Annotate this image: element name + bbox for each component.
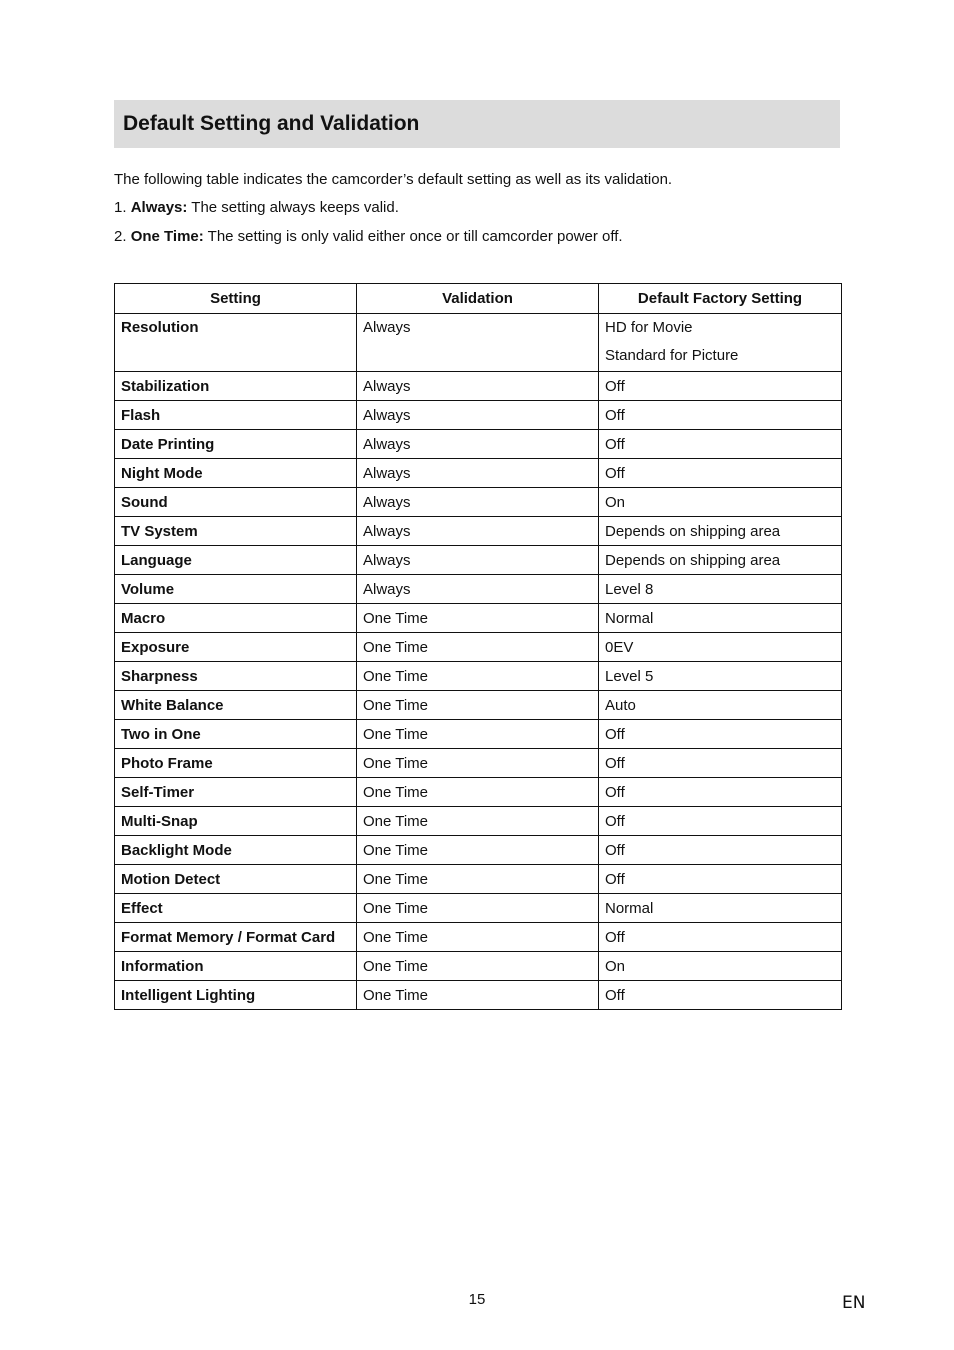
table-row <box>115 488 842 517</box>
setting-cell: Flash <box>115 401 357 430</box>
validation-cell: One Time <box>357 604 599 633</box>
default-cell: Off <box>599 981 842 1010</box>
setting-cell: Effect <box>115 894 357 923</box>
table-row <box>115 517 842 546</box>
validation-cell: One Time <box>357 836 599 865</box>
table-row <box>115 865 842 894</box>
item-description: The setting is only valid either once or till camcorder power off. <box>207 228 623 245</box>
default-cell: Level 5 <box>599 662 842 691</box>
section-title-bar <box>114 100 840 148</box>
item-number: 2. <box>114 228 127 245</box>
setting-cell: TV System <box>115 517 357 546</box>
page-number: 15 <box>468 1291 486 1308</box>
table-row <box>115 807 842 836</box>
table-row <box>115 401 842 430</box>
column-header-default: Default Factory Setting <box>599 284 842 314</box>
default-cell: Off <box>599 459 842 488</box>
setting-cell: Sound <box>115 488 357 517</box>
setting-cell: Date Printing <box>115 430 357 459</box>
page-title: Default Setting and Validation <box>123 112 420 135</box>
table-row <box>115 894 842 923</box>
table-row <box>115 372 842 401</box>
setting-cell: Motion Detect <box>115 865 357 894</box>
settings-table <box>114 283 842 1010</box>
validation-cell: One Time <box>357 662 599 691</box>
setting-cell: Sharpness <box>115 662 357 691</box>
column-header-validation: Validation <box>357 284 599 314</box>
setting-cell: White Balance <box>115 691 357 720</box>
validation-cell: Always <box>357 459 599 488</box>
default-cell: Off <box>599 430 842 459</box>
table-row <box>115 575 842 604</box>
default-cell: Normal <box>599 604 842 633</box>
validation-cell: Always <box>357 517 599 546</box>
table-row <box>115 633 842 662</box>
setting-cell: Backlight Mode <box>115 836 357 865</box>
table-row <box>115 749 842 778</box>
validation-cell: Always <box>357 372 599 401</box>
validation-cell: One Time <box>357 894 599 923</box>
validation-cell: Always <box>357 575 599 604</box>
setting-cell: Resolution <box>115 314 357 372</box>
default-cell: Off <box>599 807 842 836</box>
item-description: The setting always keeps valid. <box>191 199 399 216</box>
default-cell: Depends on shipping area <box>599 546 842 575</box>
intro-item-one-time <box>114 228 623 246</box>
validation-cell: One Time <box>357 952 599 981</box>
setting-cell: Photo Frame <box>115 749 357 778</box>
default-cell: Off <box>599 865 842 894</box>
item-term: Always: <box>130 199 188 216</box>
default-cell: Level 8 <box>599 575 842 604</box>
table-row <box>115 720 842 749</box>
table-row <box>115 662 842 691</box>
column-header-setting: Setting <box>115 284 357 314</box>
language-label: EN <box>842 1293 866 1313</box>
default-cell: Off <box>599 778 842 807</box>
default-cell: Off <box>599 720 842 749</box>
default-cell: 0EV <box>599 633 842 662</box>
table-row <box>115 430 842 459</box>
default-cell: Off <box>599 372 842 401</box>
validation-cell: One Time <box>357 981 599 1010</box>
default-cell <box>599 314 842 372</box>
default-cell: On <box>599 488 842 517</box>
default-cell: On <box>599 952 842 981</box>
setting-cell: Stabilization <box>115 372 357 401</box>
setting-cell: Two in One <box>115 720 357 749</box>
default-cell: Auto <box>599 691 842 720</box>
validation-cell: One Time <box>357 633 599 662</box>
setting-cell: Language <box>115 546 357 575</box>
table-row <box>115 691 842 720</box>
table-row <box>115 778 842 807</box>
table-header-row <box>115 284 842 314</box>
default-value-line: Standard for Picture <box>605 347 739 364</box>
setting-cell: Macro <box>115 604 357 633</box>
table-row <box>115 604 842 633</box>
table-row <box>115 314 842 372</box>
setting-cell: Information <box>115 952 357 981</box>
table-row <box>115 836 842 865</box>
validation-cell: Always <box>357 430 599 459</box>
validation-cell: One Time <box>357 778 599 807</box>
default-cell: Off <box>599 836 842 865</box>
table-row <box>115 546 842 575</box>
validation-cell: Always <box>357 546 599 575</box>
default-cell: Off <box>599 749 842 778</box>
validation-cell: One Time <box>357 865 599 894</box>
validation-cell: Always <box>357 488 599 517</box>
default-cell: Normal <box>599 894 842 923</box>
item-term: One Time: <box>130 228 204 245</box>
table-row <box>115 923 842 952</box>
setting-cell: Self-Timer <box>115 778 357 807</box>
setting-cell: Format Memory / Format Card <box>115 923 357 952</box>
item-number: 1. <box>114 199 127 216</box>
setting-cell: Intelligent Lighting <box>115 981 357 1010</box>
validation-cell: One Time <box>357 720 599 749</box>
default-value-line: HD for Movie <box>605 319 693 336</box>
validation-cell: One Time <box>357 923 599 952</box>
validation-cell: One Time <box>357 749 599 778</box>
setting-cell: Exposure <box>115 633 357 662</box>
table-row <box>115 981 842 1010</box>
setting-cell: Night Mode <box>115 459 357 488</box>
setting-cell: Multi-Snap <box>115 807 357 836</box>
intro-item-always <box>114 199 399 217</box>
default-cell: Off <box>599 401 842 430</box>
table-row <box>115 459 842 488</box>
setting-cell: Volume <box>115 575 357 604</box>
validation-cell: One Time <box>357 691 599 720</box>
validation-cell: One Time <box>357 807 599 836</box>
validation-cell: Always <box>357 401 599 430</box>
default-cell: Depends on shipping area <box>599 517 842 546</box>
validation-cell: Always <box>357 314 599 372</box>
intro-paragraph: The following table indicates the camcorder’s default setting as well as its validation. <box>114 171 673 188</box>
default-cell: Off <box>599 923 842 952</box>
table-row <box>115 952 842 981</box>
